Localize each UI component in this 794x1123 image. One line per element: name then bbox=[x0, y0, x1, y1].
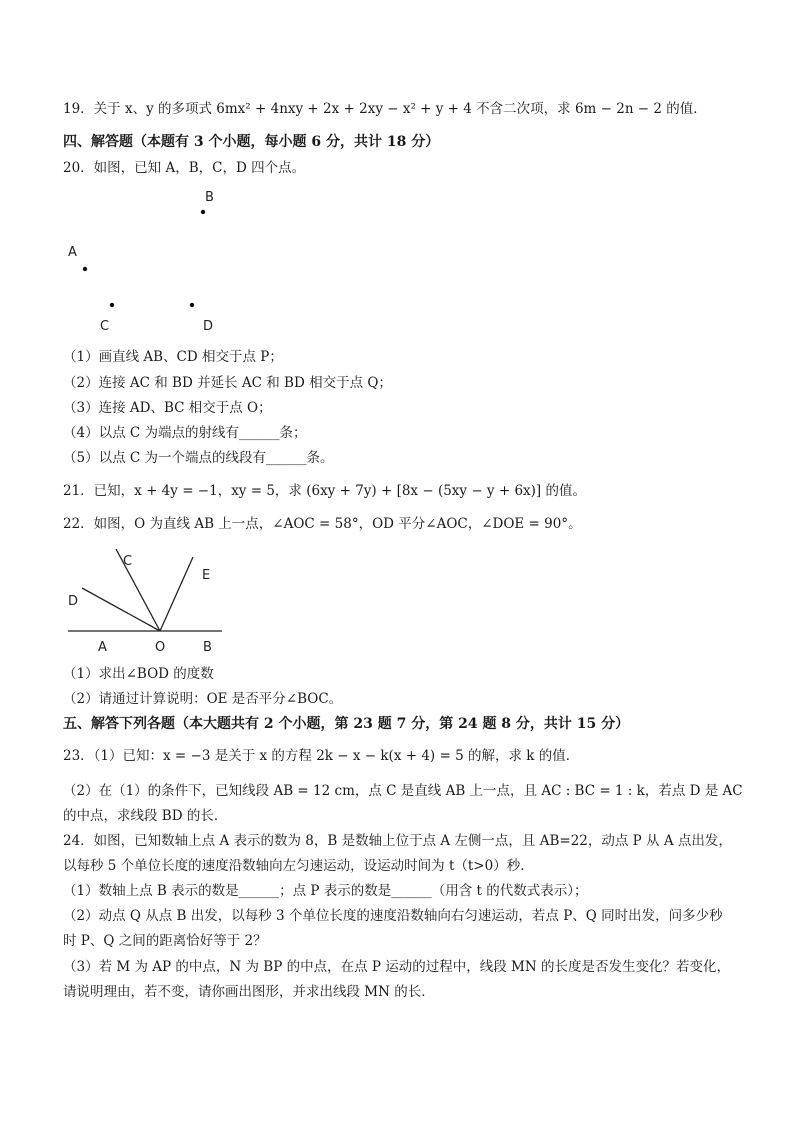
section-4-heading: 四、解答题（本题有 3 个小题，每小题 6 分，共计 18 分） bbox=[63, 134, 440, 150]
label-D: D bbox=[203, 319, 214, 334]
question-23-part-1: 23．（1）已知：x = −3 是关于 x 的方程 2k − x − k(x + 4) = 5 的解，求 k 的值． bbox=[63, 748, 580, 764]
question-20-stem: 20．如图，已知 A，B，C，D 四个点。 bbox=[63, 160, 306, 176]
label-D: D bbox=[68, 594, 79, 609]
section-5-heading: 五、解答下列各题（本大题共有 2 个小题，第 23 题 7 分，第 24 题 8 分，共计 15 分） bbox=[63, 716, 630, 732]
point-A bbox=[83, 267, 87, 271]
question-23-part-2-cont: 的中点，求线段 BD 的长． bbox=[63, 808, 228, 824]
figure-q22-angles bbox=[60, 543, 235, 655]
question-24-part-2-cont: 时 P、Q 之间的距离恰好等于 2？ bbox=[63, 933, 267, 949]
question-24-part-3: （3）若 M 为 AP 的中点，N 为 BP 的中点，在点 P 运动的过程中，线段 MN 的长度是否发生变化？若变化， bbox=[63, 959, 730, 975]
point-B bbox=[201, 210, 205, 214]
label-C: C bbox=[123, 554, 133, 569]
question-24-stem-1: 24．如图，已知数轴上点 A 表示的数为 8，B 是数轴上位于点 A 左侧一点，且 AB=22，动点 P 从 A 点出发， bbox=[63, 833, 732, 849]
question-24-part-1: （1）数轴上点 B 表示的数是______；点 P 表示的数是______（用含 t 的代数式表示）； bbox=[63, 883, 588, 899]
question-20-part-4: （4）以点 C 为端点的射线有______条； bbox=[63, 425, 307, 441]
question-21: 21．已知，x + 4y = −1，xy = 5，求 (6xy + 7y) + [8x − (5xy − y + 6x)] 的值。 bbox=[63, 483, 586, 499]
question-24-stem-2: 以每秒 5 个单位长度的速度沿数轴向左匀速运动，设运动时间为 t（t>0）秒． bbox=[63, 858, 534, 874]
label-A: A bbox=[68, 245, 77, 260]
question-20-part-1: （1）画直线 AB、CD 相交于点 P； bbox=[63, 349, 283, 365]
label-C: C bbox=[100, 319, 110, 334]
label-B: B bbox=[203, 640, 212, 655]
question-22-part-2: （2）请通过计算说明：OE 是否平分∠BOC。 bbox=[63, 691, 343, 707]
point-D bbox=[190, 303, 194, 307]
question-24-part-2: （2）动点 Q 从点 B 出发，以每秒 3 个单位长度的速度沿数轴向右匀速运动，若点 P、Q 同时出发，问多少秒 bbox=[63, 908, 723, 924]
question-19: 19．关于 x、y 的多项式 6mx² + 4nxy + 2x + 2xy − x² + y + 4 不含二次项，求 6m − 2n − 2 的值． bbox=[63, 101, 707, 117]
question-22-part-1: （1）求出∠BOD 的度数 bbox=[63, 666, 214, 682]
question-24-part-3-cont: 请说明理由，若不变，请你画出图形，并求出线段 MN 的长． bbox=[63, 984, 435, 1000]
question-23-part-2: （2）在（1）的条件下，已知线段 AB = 12 cm，点 C 是直线 AB 上一点，且 AC : BC = 1 : k，若点 D 是 AC bbox=[63, 783, 743, 799]
ray-OE bbox=[160, 557, 193, 631]
question-20-part-2: （2）连接 AC 和 BD 并延长 AC 和 BD 相交于点 Q； bbox=[63, 375, 392, 391]
figure-q20-points bbox=[55, 183, 245, 338]
label-A: A bbox=[98, 640, 107, 655]
question-20-part-3: （3）连接 AD、BC 相交于点 O； bbox=[63, 400, 272, 416]
question-20-part-5: （5）以点 C 为一个端点的线段有______条。 bbox=[63, 450, 334, 466]
label-O: O bbox=[155, 640, 166, 655]
label-E: E bbox=[202, 568, 211, 583]
point-C bbox=[110, 303, 114, 307]
label-B: B bbox=[205, 190, 214, 205]
question-22-stem: 22．如图，O 为直线 AB 上一点，∠AOC = 58°，OD 平分∠AOC，∠DOE = 90°。 bbox=[63, 516, 582, 532]
